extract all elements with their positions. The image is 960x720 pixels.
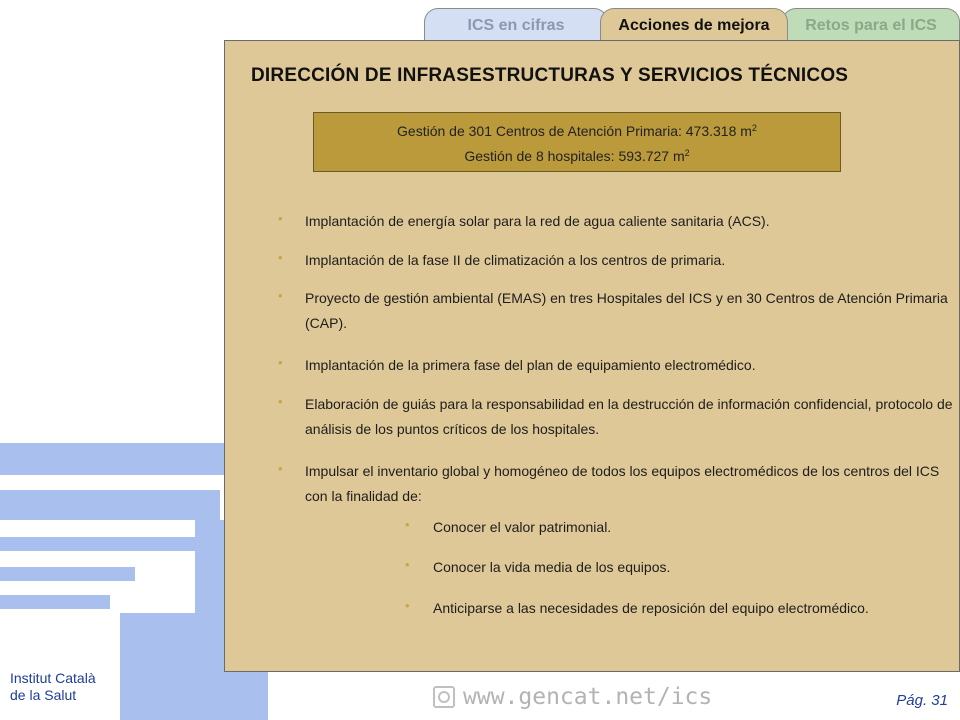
list-item: • Implantación de la fase II de climatización a los centros de primaria. — [305, 248, 955, 273]
sub-list-item: • Anticiparse a las necesidades de reposición del equipo electromédico. — [433, 596, 953, 621]
bullet-icon: • — [278, 394, 283, 409]
footer-url-link[interactable]: www.gencat.net/ics — [433, 684, 712, 710]
bullet-icon: • — [405, 517, 410, 532]
list-item: • Implantación de energía solar para la red de agua caliente sanitaria (ACS). — [305, 209, 955, 234]
bullet-icon: • — [278, 355, 283, 370]
website-icon — [433, 686, 455, 708]
logo-bar — [0, 567, 135, 581]
institution-name: Institut Català de la Salut — [10, 670, 96, 703]
bullet-icon: • — [405, 557, 410, 572]
list-item: • Implantación de la primera fase del plan de equipamiento electromédico. — [305, 353, 955, 378]
sub-list-item: • Conocer el valor patrimonial. — [433, 515, 953, 540]
logo-bar — [0, 490, 220, 520]
bullet-icon: • — [278, 288, 283, 303]
list-item: • Impulsar el inventario global y homogéneo de todos los equipos electromédicos de los centros del ICS con la finalidad de: — [305, 459, 955, 509]
logo-bar — [0, 595, 110, 609]
logo-bar — [0, 443, 226, 475]
tab-retos-para-el-ics[interactable]: Retos para el ICS — [782, 8, 960, 42]
sub-list-item: • Conocer la vida media de los equipos. — [433, 555, 953, 580]
content-panel — [224, 40, 960, 672]
tab-acciones-de-mejora[interactable]: Acciones de mejora — [600, 8, 788, 42]
stats-line-hospitals: Gestión de 8 hospitales: 593.727 $m^2$ — [464, 148, 690, 164]
stats-line-primary-care: Gestión de 301 Centros de Atención Primaria: 473.318 $m^2$ — [397, 123, 757, 139]
tab-ics-en-cifras[interactable]: ICS en cifras — [424, 8, 608, 42]
bullet-icon: • — [278, 250, 283, 265]
page-title: DIRECCIÓN DE INFRASESTRUCTURAS Y SERVICIOS TÉCNICOS — [251, 65, 849, 86]
bullet-icon: • — [278, 211, 283, 226]
list-item: • Proyecto de gestión ambiental (EMAS) en tres Hospitales del ICS y en 30 Centros de Atención Primaria (CAP). — [305, 286, 955, 336]
page-number: Pág. 31 — [896, 692, 948, 709]
bullet-icon: • — [278, 461, 283, 476]
bullet-icon: • — [405, 598, 410, 613]
list-item: • Elaboración de guiás para la responsabilidad en la destrucción de información confidencial, protocolo de análisis de los puntos críticos de los hospitales. — [305, 392, 955, 442]
stats-box — [313, 112, 841, 172]
logo-bar — [0, 537, 195, 551]
logo-bar — [226, 672, 268, 720]
